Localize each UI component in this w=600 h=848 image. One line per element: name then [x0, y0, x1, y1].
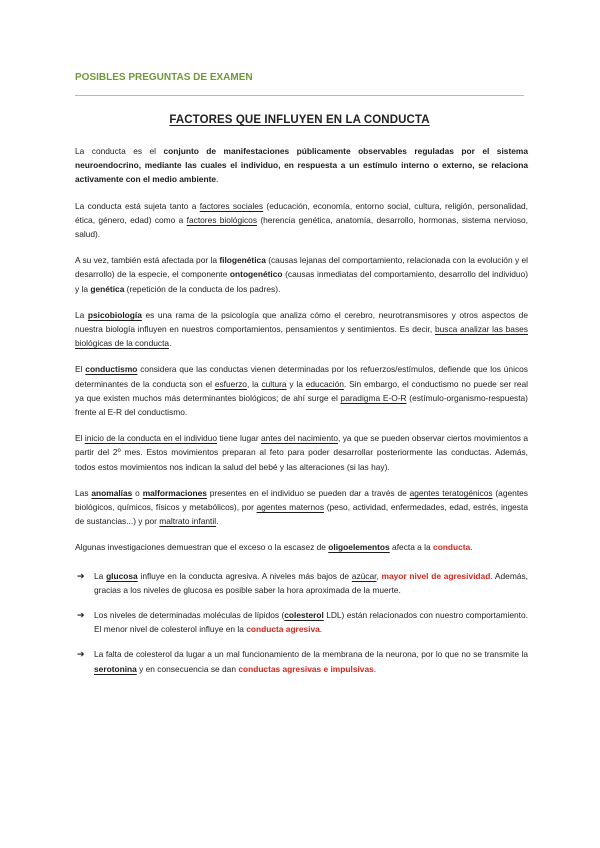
section-header: POSIBLES PREGUNTAS DE EXAMEN	[75, 72, 253, 83]
arrow-icon: ➔	[77, 570, 85, 581]
paragraph-definition: La conducta es el conjunto de manifestaciones públicamente observables reguladas por el sistema neuroendocrino, mediante las cuales el individuo, en respuesta a un estímulo interno o externo, se relaciona activamente con el medio ambiente.	[75, 146, 528, 185]
list-item: ➔ La falta de colesterol da lugar a un mal funcionamiento de la membrana de la neurona, por lo que no se transmite la serotonina y en consecuencia se dan conductas agresivas e impulsivas.	[77, 649, 528, 674]
bullet-list	[75, 569, 528, 676]
arrow-icon: ➔	[77, 649, 85, 660]
header-divider	[75, 95, 524, 96]
paragraph-anomalies: Las anomalías o malformaciones presentes en el individuo se pueden dar a través de agentes teratogénicos (agentes biológicos, químicos, físicos y metabólicos), por agentes maternos (peso, actividad, enfermedades, edad, estrés, ingesta de sustancias...) y por maltrato infantil.	[75, 487, 528, 527]
document-body	[75, 144, 528, 687]
paragraph-psychobiology: La psicobiología es una rama de la psicología que analiza cómo el cerebro, neurotransmisores y otros aspectos de nuestra biología influyen en nuestros comportamientos, pensamientos y sentimientos. Es decir, busca analizar las bases biológicas de la conducta.	[75, 309, 528, 349]
document-title: FACTORES QUE INFLUYEN EN LA CONDUCTA	[169, 114, 430, 126]
list-item: ➔ La glucosa influye en la conducta agresiva. A niveles más bajos de azúcar, mayor nivel de agresividad. Además, gracias a los niveles de glucosa es posible saber la hora aproximada de la muerte.	[77, 570, 528, 595]
paragraph-phylogenetics: A su vez, también está afectada por la filogenética (causas lejanas del comportamiento, relacionada con la evolución y el desarrollo) de la especie, el componente ontogenético (causas inmediatas del comportamiento, desarrollo del individuo) y la genética (repetición de la conducta de los padres).	[75, 255, 528, 294]
arrow-icon: ➔	[77, 610, 85, 621]
list-item: ➔ Los niveles de determinadas moléculas de lípidos (colesterol LDL) están relacionados con nuestro comportamiento. El menor nivel de colesterol influye en la conducta agresiva.	[77, 610, 528, 635]
paragraph-behaviorism: El conductismo considera que las conductas vienen determinadas por los refuerzos/estímulos, defiende que los únicos determinantes de la conducta son el esfuerzo, la cultura y la educación. Sin embargo, el conductismo no puede ser real ya que existen muchos más determinantes biológicos; de ahí surge el paradigma E-O-R (estímulo-organismo-respuesta) frente al E-R del conductismo.	[75, 364, 529, 418]
paragraph-onset: El inicio de la conducta en el individuo tiene lugar antes del nacimiento, ya que se pueden observar ciertos movimientos a partir del 2º mes. Estos movimientos preparan al feto para poder desarrollar posteriormente las conductas. Además, todos estos movimientos nos indican la salud del bebé y las alteraciones (si las hay).	[75, 433, 529, 472]
paragraph-factors: La conducta está sujeta tanto a factores sociales (educación, economía, entorno social, cultura, religión, personalidad, ética, género, edad) como a factores biológicos (herencia genética, anatomía, desarrollo, hormonas, sistema nervioso, salud).	[75, 200, 528, 240]
paragraph-trace-elements: Algunas investigaciones demuestran que el exceso o la escasez de oligoelementos afecta a la conducta.	[75, 542, 473, 553]
